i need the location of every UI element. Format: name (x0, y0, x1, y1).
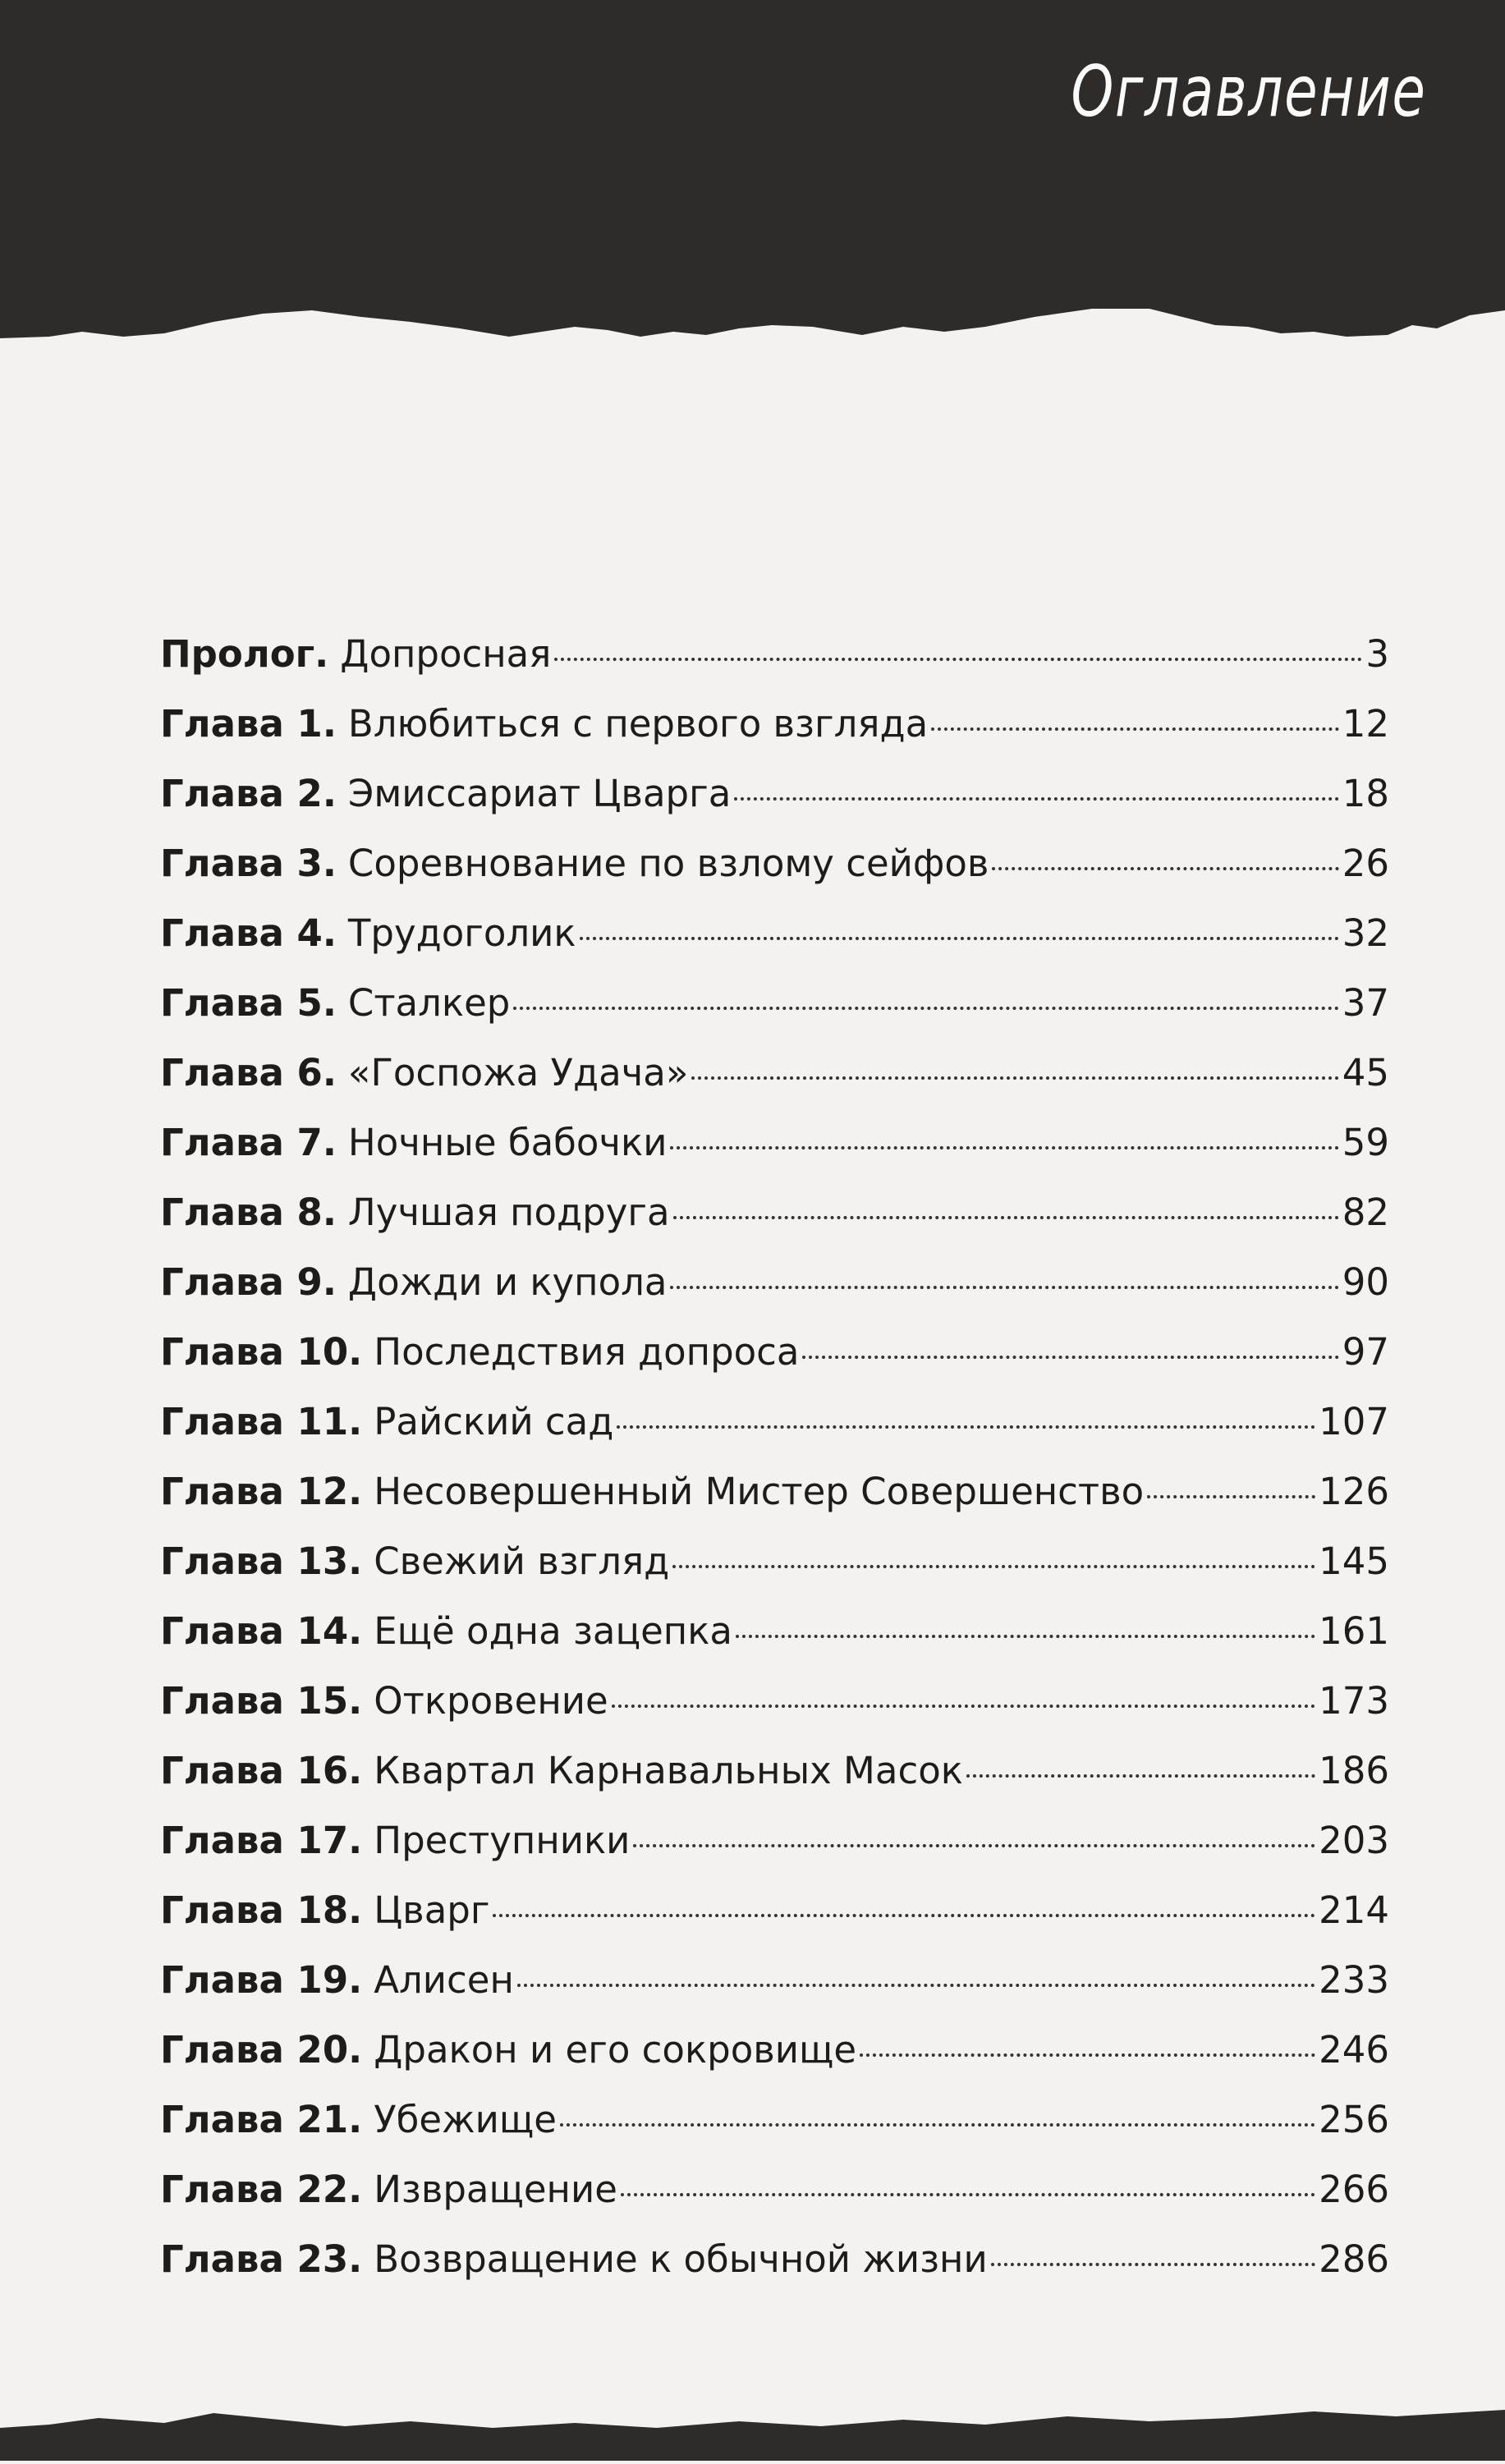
chapter-label: Глава 5. (160, 981, 337, 1025)
chapter-title: Райский сад (374, 1400, 614, 1443)
toc-entry (160, 702, 1389, 772)
chapter-title: Соревнование по взлому сейфов (347, 842, 989, 885)
page-number: 246 (1319, 2028, 1389, 2072)
chapter-label: Глава 23. (160, 2237, 363, 2281)
chapter-title: Трудоголик (347, 911, 576, 955)
toc-entry (160, 1679, 1389, 1749)
page-number: 126 (1319, 1470, 1389, 1513)
chapter-title: Квартал Карнавальных Масок (374, 1749, 963, 1792)
chapter-label: Глава 1. (160, 702, 337, 746)
chapter-label: Глава 17. (160, 1819, 363, 1862)
chapter-title: Последствия допроса (374, 1330, 800, 1374)
chapter-label: Глава 7. (160, 1121, 337, 1164)
dot-leader (513, 1007, 1338, 1010)
chapter-title: Ночные бабочки (347, 1121, 668, 1164)
chapter-label: Глава 2. (160, 772, 337, 815)
page-number: 173 (1319, 1679, 1389, 1723)
toc-entry (160, 1470, 1389, 1539)
chapter-label: Глава 10. (160, 1330, 363, 1374)
toc-entry (160, 1609, 1389, 1679)
page-number: 32 (1342, 911, 1389, 955)
chapter-title: Эмиссариат Цварга (347, 772, 732, 815)
chapter-label: Глава 14. (160, 1609, 363, 1653)
page-number: 97 (1342, 1330, 1389, 1374)
chapter-title: Откровение (374, 1679, 608, 1723)
chapter-title: Дракон и его сокровище (374, 2028, 857, 2072)
page-number: 82 (1342, 1191, 1389, 1234)
dot-leader (670, 1146, 1338, 1149)
chapter-label: Глава 16. (160, 1749, 363, 1792)
dot-leader (991, 2263, 1315, 2266)
chapter-title: Несовершенный Мистер Совершенство (374, 1470, 1145, 1513)
dot-leader (554, 658, 1362, 661)
chapter-title: Извращение (374, 2168, 617, 2211)
chapter-title: Лучшая подруга (347, 1191, 670, 1234)
toc-entry (160, 1888, 1389, 1958)
toc-entry (160, 1260, 1389, 1330)
chapter-label: Глава 11. (160, 1400, 363, 1443)
page-number: 186 (1319, 1749, 1389, 1792)
toc-entry (160, 2098, 1389, 2168)
chapter-title: Свежий взгляд (374, 1539, 670, 1583)
page-number: 161 (1319, 1609, 1389, 1653)
chapter-label: Глава 15. (160, 1679, 363, 1723)
chapter-title: Возвращение к обычной жизни (374, 2237, 988, 2281)
dot-leader (691, 1076, 1338, 1080)
toc-entry (160, 2237, 1389, 2307)
chapter-title: Влюбиться с первого взгляда (347, 702, 929, 746)
page-number: 3 (1365, 632, 1389, 676)
toc-entry (160, 1330, 1389, 1400)
footer-band (0, 2403, 1505, 2461)
dot-leader (672, 1565, 1315, 1568)
dot-leader (493, 1914, 1315, 1917)
dot-leader (860, 2053, 1315, 2057)
chapter-title: «Госпожа Удача» (347, 1051, 689, 1094)
toc-entry (160, 2168, 1389, 2237)
page-title: Оглавление (1071, 51, 1427, 133)
chapter-label: Глава 19. (160, 1958, 363, 2002)
dot-leader (633, 1844, 1315, 1847)
chapter-title: Допросная (340, 632, 552, 676)
chapter-title: Алисен (374, 1958, 514, 2002)
chapter-label: Глава 18. (160, 1888, 363, 1932)
chapter-label: Глава 4. (160, 911, 337, 955)
chapter-label: Глава 6. (160, 1051, 337, 1094)
brush-stroke-footer (0, 2403, 1505, 2461)
header-band (0, 0, 1505, 361)
toc-entry (160, 632, 1389, 702)
page-number: 256 (1319, 2098, 1389, 2141)
page-number: 45 (1342, 1051, 1389, 1094)
chapter-label: Глава 9. (160, 1260, 337, 1304)
toc-entry (160, 1191, 1389, 1260)
chapter-label: Глава 20. (160, 2028, 363, 2072)
page-number: 18 (1342, 772, 1389, 815)
toc-entry (160, 911, 1389, 981)
toc-entry (160, 1749, 1389, 1819)
chapter-label: Глава 8. (160, 1191, 337, 1234)
toc-entry (160, 1400, 1389, 1470)
page-number: 90 (1342, 1260, 1389, 1304)
page-number: 12 (1342, 702, 1389, 746)
toc-entry (160, 981, 1389, 1051)
chapter-label: Глава 21. (160, 2098, 363, 2141)
dot-leader (617, 1425, 1315, 1429)
dot-leader (670, 1286, 1338, 1289)
dot-leader (734, 797, 1338, 801)
chapter-title: Убежище (374, 2098, 557, 2141)
page-number: 145 (1319, 1539, 1389, 1583)
toc-entry (160, 772, 1389, 842)
dot-leader (736, 1635, 1315, 1638)
dot-leader (1147, 1495, 1315, 1498)
chapter-title: Сталкер (347, 981, 511, 1025)
toc-entry (160, 842, 1389, 911)
dot-leader (802, 1356, 1338, 1359)
chapter-label: Пролог. (160, 632, 329, 676)
page-number: 26 (1342, 842, 1389, 885)
page-number: 233 (1319, 1958, 1389, 2002)
dot-leader (966, 1774, 1315, 1778)
page-number: 37 (1342, 981, 1389, 1025)
toc-entry (160, 1539, 1389, 1609)
toc-entry (160, 1121, 1389, 1191)
dot-leader (517, 1984, 1315, 1987)
page-number: 286 (1319, 2237, 1389, 2281)
chapter-label: Глава 13. (160, 1539, 363, 1583)
chapter-label: Глава 12. (160, 1470, 363, 1513)
table-of-contents (160, 632, 1389, 2307)
dot-leader (673, 1216, 1339, 1219)
chapter-title: Ещё одна зацепка (374, 1609, 732, 1653)
dot-leader (931, 727, 1339, 731)
dot-leader (612, 1705, 1315, 1708)
chapter-title: Дожди и купола (347, 1260, 668, 1304)
dot-leader (580, 937, 1339, 940)
dot-leader (621, 2193, 1315, 2196)
page-number: 203 (1319, 1819, 1389, 1862)
page-number: 107 (1319, 1400, 1389, 1443)
chapter-label: Глава 22. (160, 2168, 363, 2211)
toc-entry (160, 2028, 1389, 2098)
page-number: 266 (1319, 2168, 1389, 2211)
chapter-title: Цварг (374, 1888, 490, 1932)
toc-entry (160, 1958, 1389, 2028)
dot-leader (560, 2123, 1315, 2127)
dot-leader (992, 867, 1338, 870)
chapter-label: Глава 3. (160, 842, 337, 885)
toc-entry (160, 1051, 1389, 1121)
toc-entry (160, 1819, 1389, 1888)
chapter-title: Преступники (374, 1819, 631, 1862)
page-number: 214 (1319, 1888, 1389, 1932)
page-number: 59 (1342, 1121, 1389, 1164)
